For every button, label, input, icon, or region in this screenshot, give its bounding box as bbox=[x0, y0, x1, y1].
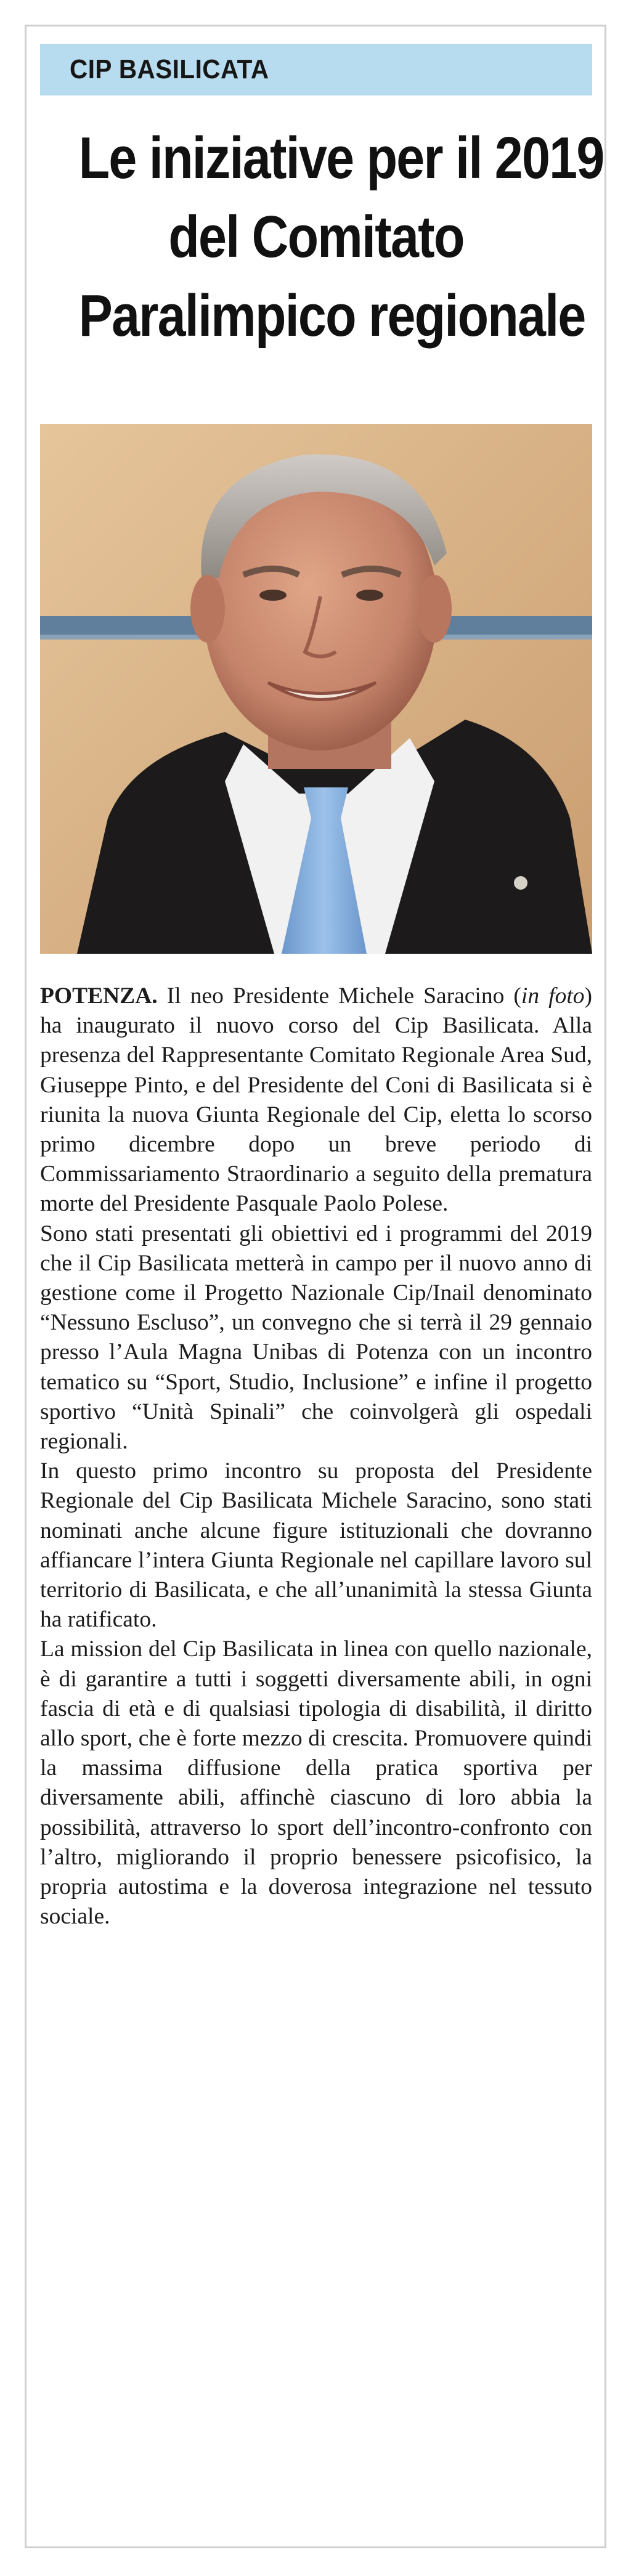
article-paragraph-2: Sono stati presentati gli obiettivi ed i programmi del 2019 che il Cip Basilicata metterà in campo per il nuovo anno di gestione come il Progetto Nazionale Cip/Inail denominato “Nessuno Escluso”, un convegno che si terrà il 29 gennaio presso l’Aula Magna Unibas di Potenza con un incontro tematico su “Sport, Studio, Inclusione” e infine il progetto sportivo “Unità Spinali” che coinvolgerà gli ospedali regionali. bbox=[40, 1221, 592, 1455]
article-dateline: POTENZA. bbox=[40, 983, 158, 1009]
portrait-photo-icon bbox=[40, 424, 592, 954]
section-header-bar bbox=[40, 44, 592, 95]
photo-eye-left bbox=[259, 590, 287, 601]
article-paragraph-1 bbox=[40, 981, 592, 1219]
portrait-photo bbox=[40, 424, 592, 954]
article-paragraph-4: La mission del Cip Basilicata in linea con quello nazionale, è di garantire a tutti i soggetti diversamente abili, in ogni fascia di età e di qualsiasi tipologia di disabilità, il diritto allo sport, che è forte mezzo di crescita. Promuovere quindi la massima diffusione della pratica sportiva per diversamente abili, affinchè ciascuno di loro abbia la possibilità, attraverso lo sport dell’incontro-confronto con l’altro, migliorando il proprio benessere psicofisico, la propria autostima e la doverosa integrazione nel tessuto sociale. bbox=[40, 1636, 592, 1930]
headline-line-1: Le iniziative per il 2019 bbox=[78, 125, 604, 191]
headline-line-2: del Comitato bbox=[168, 204, 464, 270]
photo-eye-right bbox=[356, 590, 383, 601]
headline-line-3: Paralimpico regionale bbox=[78, 283, 585, 349]
section-label: CIP BASILICATA bbox=[70, 54, 269, 84]
article-body bbox=[40, 981, 592, 1932]
newspaper-clipping bbox=[25, 25, 606, 2548]
article-p1-part-b: ) ha inaugurato il nuovo corso del Cip Basilicata. Alla presenza del Rappresentante Comitato Regionale Area Sud, Giuseppe Pinto, e del Presidente del Coni di Basilicata si è riunita la nuova Giunta Regionale del Cip, eletta lo scorso primo dicembre dopo un breve periodo di Commissariamento Straordinario a seguito della prematura morte del Presidente Pasquale Paolo Polese. bbox=[40, 983, 592, 1217]
article-paragraph-3: In questo primo incontro su proposta del Presidente Regionale del Cip Basilicata Michele Saracino, sono stati nominati anche alcune figure istituzionali che dovranno affiancare l’intera Giunta Regionale nel capillare lavoro sul territorio di Basilicata, e che all’unanimità la stessa Giunta ha ratificato. bbox=[40, 1458, 592, 1633]
photo-ear-right bbox=[417, 575, 452, 643]
photo-lapel-pin bbox=[514, 876, 527, 890]
article-p1-part-a: Il neo Presidente Michele Saracino ( bbox=[157, 983, 521, 1009]
photo-caption-ref: in foto bbox=[521, 983, 585, 1009]
photo-ear-left bbox=[190, 575, 225, 643]
article-headline bbox=[40, 119, 604, 356]
